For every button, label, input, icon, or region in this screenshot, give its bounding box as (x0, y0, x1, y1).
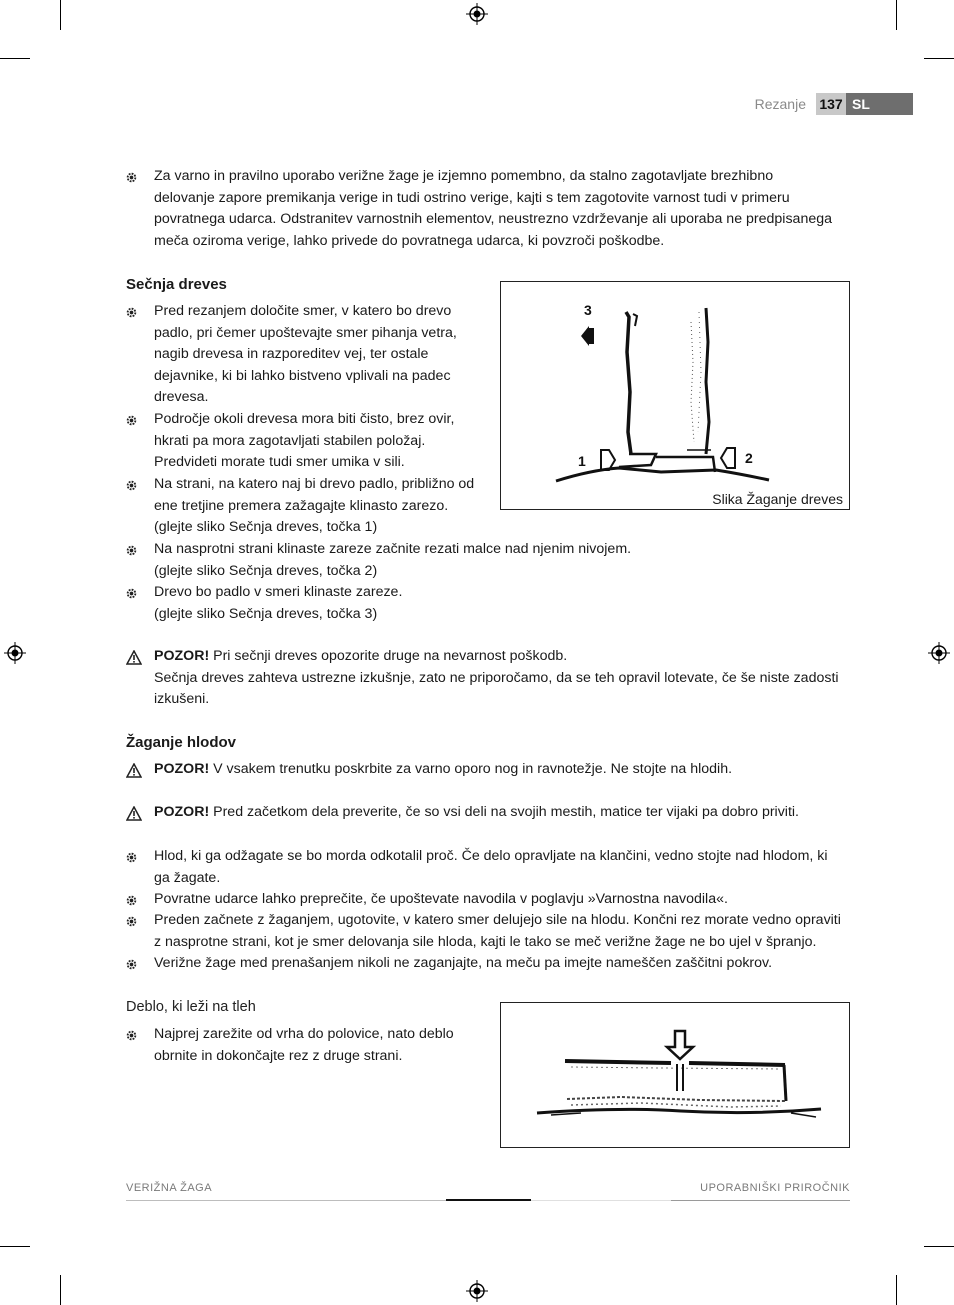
crop-mark (60, 1275, 61, 1305)
footer-right-title: UPORABNIŠKI PRIROČNIK (700, 1182, 850, 1194)
text-line: (glejte sliko Sečnja dreves, točka 3) (154, 605, 378, 622)
warning-footing (154, 759, 854, 781)
text-line: Verižne žage med prenašanjem nikoli ne zaganjajte, na meču pa imejte nameščen zaščitni pokrov. (154, 955, 773, 971)
text-line: meča oziroma verige, lahko privede do povratnega udarca, ki povzroči poškodbe. (154, 232, 665, 249)
text-line: (glejte sliko Sečnja dreves, točka 2) (154, 562, 378, 579)
warning-text: Pred začetkom dela preverite, če so vsi deli na svojih mestih, matice ter vijaki pa dobro priviti. (209, 804, 799, 820)
crop-mark (924, 58, 954, 59)
gear-bullet-icon (126, 307, 137, 318)
intro-paragraph (154, 166, 854, 252)
crop-mark (896, 0, 897, 30)
gear-bullet-icon (126, 895, 137, 906)
crop-mark (0, 1246, 30, 1247)
figure-label-1: 1 (578, 453, 586, 469)
crop-mark (896, 1275, 897, 1305)
text-line: ene tretjine premera zažagajte klinasto zarezo. (154, 497, 449, 514)
warning-tree-felling (154, 646, 854, 711)
crop-mark (60, 0, 61, 30)
list-item (154, 409, 494, 474)
page-number: 137 (816, 93, 846, 115)
subheading-log-on-ground: Deblo, ki leži na tleh (126, 999, 256, 1015)
warning-triangle-icon (126, 806, 142, 821)
text-line: povratnega udarca. Odstranitev varnostnih elementov, neustrezno vzdrževanje ali uporaba ne predpisanega (154, 211, 833, 228)
registration-mark-icon (4, 642, 26, 664)
text-line: Za varno in pravilno uporabo verižne žage je izjemno pomembno, da stalno zagotavljate brezhibno (154, 168, 774, 184)
list-item (154, 474, 494, 539)
warning-text: V vsakem trenutku poskrbite za varno oporo nog in ravnotežje. Ne stojte na hlodih. (209, 761, 733, 777)
text-line: Najprej zarežite od vrha do polovice, nato deblo (154, 1026, 454, 1042)
list-item (154, 301, 494, 409)
registration-mark-icon (928, 642, 950, 664)
text-line: Na nasprotni strani klinaste zareze začnite rezati malce nad njenim nivojem. (154, 541, 632, 557)
text-line: z nasprotne strani, kot je smer delovanja sile hloda, kajti le tako se meč verižne žage ne bo ujel v špranjo. (154, 933, 817, 950)
crop-mark (924, 1246, 954, 1247)
registration-mark-icon (466, 3, 488, 25)
text-line: Predvideti morate tudi smer umika v sili. (154, 454, 405, 471)
header-section-title: Rezanje (754, 96, 806, 112)
warning-label: POZOR! (154, 804, 210, 820)
text-line: Preden začnete z žaganjem, ugotovite, v katero smer delujejo sile na hlodu. Končni rez morate vedno opraviti (154, 912, 841, 928)
list-item (154, 953, 854, 975)
gear-bullet-icon (126, 1030, 137, 1041)
gear-bullet-icon (126, 172, 137, 183)
text-line: delovanje zapore premikanja verige in tudi ostrino verige, kajti s tem zagotovite varnost tudi v primeru (154, 189, 790, 206)
text-line: Hlod, ki ga odžagate se bo morda odkotalil proč. Če delo opravljate na klančini, vedno stojte nad hlodom, ki (154, 848, 828, 864)
text-line: nagib drevesa in razporeditev vej, ter ostale (154, 346, 429, 363)
gear-bullet-icon (126, 480, 137, 491)
warning-line (154, 646, 854, 668)
section-heading-log-sawing: Žaganje hlodov (126, 734, 237, 751)
language-badge: SL (846, 93, 913, 115)
text-line: izkušeni. (154, 691, 210, 708)
log-cutting-figure (500, 1002, 850, 1148)
footer-left-title: VERIŽNA ŽAGA (126, 1182, 213, 1194)
text-line: padlo, pri čemer upoštevajte smer pihanja vetra, (154, 324, 457, 341)
section-heading-tree-felling: Sečnja dreves (126, 276, 227, 293)
registration-mark-icon (466, 1280, 488, 1302)
warning-label: POZOR! (154, 648, 210, 664)
tree-felling-illustration (501, 282, 849, 487)
gear-bullet-icon (126, 916, 137, 927)
gear-bullet-icon (126, 545, 137, 556)
footer-divider-accent (446, 1199, 531, 1201)
text-line: obrnite in dokončajte rez z druge strani. (154, 1047, 403, 1064)
text-line: hkrati pa mora zagotavljati stabilen položaj. (154, 432, 426, 449)
figure-label-3: 3 (584, 302, 592, 318)
list-item (154, 846, 854, 889)
list-item (154, 889, 854, 911)
text-line: (glejte sliko Sečnja dreves, točka 1) (154, 519, 378, 536)
footer-divider (531, 1200, 671, 1201)
warning-parts-check (154, 802, 854, 824)
list-item (154, 539, 854, 582)
figure-caption: Slika Žaganje dreves (712, 491, 843, 507)
list-item (154, 910, 854, 953)
warning-text: Pri sečnji dreves opozorite druge na nevarnost poškodb. (209, 648, 568, 664)
warning-label: POZOR! (154, 761, 210, 777)
text-line: Povratne udarce lahko preprečite, če upoštevate navodila v poglavju »Varnostna navodila«. (154, 891, 728, 907)
figure-label-2: 2 (745, 450, 753, 466)
footer-divider (671, 1200, 850, 1201)
text-line: Sečnja dreves zahteva ustrezne izkušnje, zato ne priporočamo, da se teh opravil lotevate, če še niste zadosti (154, 669, 839, 686)
gear-bullet-icon (126, 588, 137, 599)
gear-bullet-icon (126, 415, 137, 426)
gear-bullet-icon (126, 959, 137, 970)
tree-felling-figure (500, 281, 850, 510)
gear-bullet-icon (126, 852, 137, 863)
text-line: Drevo bo padlo v smeri klinaste zareze. (154, 584, 403, 600)
list-item (154, 1024, 494, 1067)
warning-triangle-icon (126, 763, 142, 778)
text-line: dejavnike, ki bi lahko bistveno vplivali na padec (154, 367, 451, 384)
log-cutting-illustration (501, 1003, 849, 1147)
text-line: Pred rezanjem določite smer, v katero bo drevo (154, 303, 452, 319)
text-line: Na strani, na katero naj bi drevo padlo, približno od (154, 476, 475, 492)
text-line: ga žagate. (154, 869, 221, 886)
text-line: drevesa. (154, 389, 209, 406)
warning-triangle-icon (126, 650, 142, 665)
footer-divider (126, 1200, 446, 1201)
list-item (154, 582, 854, 625)
crop-mark (0, 58, 30, 59)
text-line: Področje okoli drevesa mora biti čisto, brez ovir, (154, 411, 455, 427)
